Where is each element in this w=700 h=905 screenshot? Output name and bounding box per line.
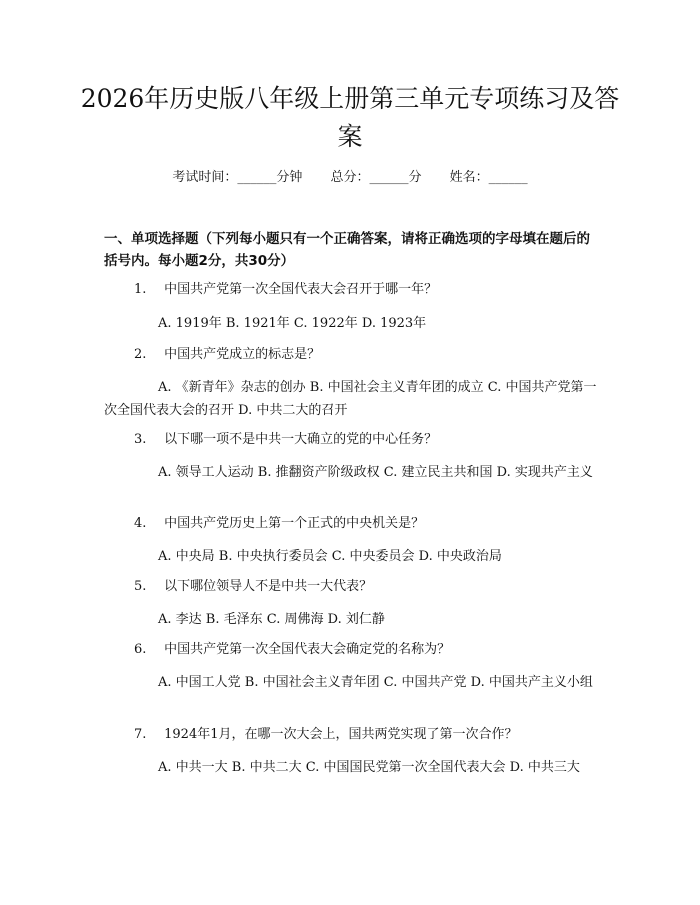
question-number: 6.: [134, 642, 147, 657]
question-text: 中国共产党第一次全国代表大会确定党的名称为？: [164, 642, 451, 657]
question-number: 7.: [134, 727, 147, 742]
question-5-options: A. 李达 B. 毛泽东 C. 周佛海 D. 刘仁静: [158, 612, 385, 627]
document-title: 2026年历史版八年级上册第三单元专项练习及答案: [80, 84, 620, 151]
section-heading: 一、单项选择题（下列每小题只有一个正确答案，请将正确选项的字母填在题后的括号内。每小题2分，共30分）: [104, 231, 590, 269]
question-text: 中国共产党成立的标志是？: [164, 347, 321, 362]
student-name: 姓名：______: [449, 170, 528, 185]
question-2-options: A. 《新青年》杂志的创办 B. 中国社会主义青年团的成立 C. 中国共产党第一次全国代表大会的召开 D. 中共二大的召开: [104, 380, 597, 418]
exam-total-score: 总分：______分: [330, 170, 422, 185]
question-text: 以下哪位领导人不是中共一大代表？: [164, 579, 373, 594]
question-number: 4.: [134, 516, 147, 531]
question-2: [134, 345, 320, 365]
question-7-options: A. 中共一大 B. 中共二大 C. 中国国民党第一次全国代表大会 D. 中共三大: [158, 760, 580, 775]
exam-time: 考试时间：______分钟: [172, 170, 303, 185]
question-6: [134, 640, 450, 660]
question-number: 5.: [134, 579, 147, 594]
question-1: [134, 280, 437, 300]
question-number: 3.: [134, 432, 147, 447]
question-7: [134, 725, 518, 745]
question-4: [134, 514, 424, 534]
question-number: 2.: [134, 347, 147, 362]
question-3-options: A. 领导工人运动 B. 推翻资产阶级政权 C. 建立民主共和国 D. 实现共产主义: [158, 465, 593, 480]
question-text: 中国共产党历史上第一个正式的中央机关是？: [164, 516, 425, 531]
question-5: [134, 577, 372, 597]
exam-info: [0, 168, 700, 188]
question-text: 1924年1月，在哪一次大会上，国共两党实现了第一次合作？: [164, 727, 518, 742]
question-number: 1.: [134, 282, 147, 297]
question-1-options: A. 1919年 B. 1921年 C. 1922年 D. 1923年: [158, 316, 427, 331]
question-4-options: A. 中央局 B. 中央执行委员会 C. 中央委员会 D. 中央政治局: [158, 549, 502, 564]
question-6-options: A. 中国工人党 B. 中国社会主义青年团 C. 中国共产党 D. 中国共产主义小组: [158, 675, 593, 690]
question-3: [134, 430, 437, 450]
question-text: 以下哪一项不是中共一大确立的党的中心任务？: [164, 432, 438, 447]
question-text: 中国共产党第一次全国代表大会召开于哪一年？: [164, 282, 438, 297]
